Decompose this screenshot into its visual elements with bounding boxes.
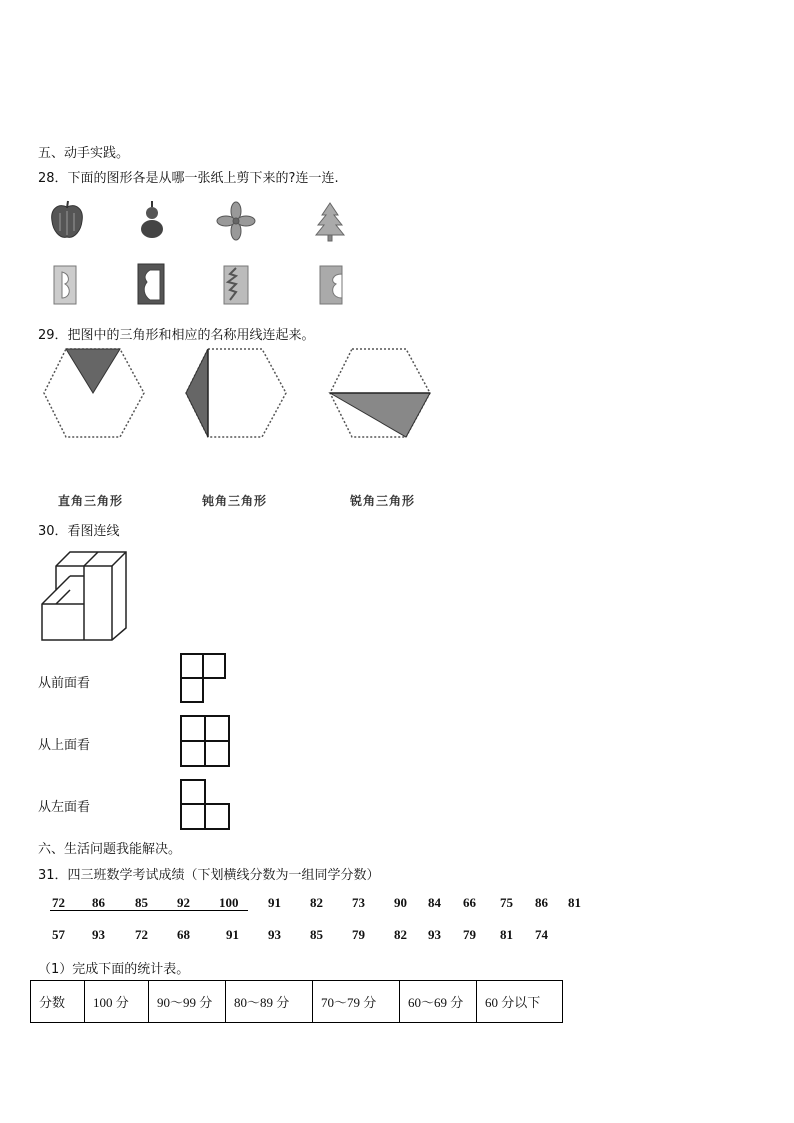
cube-stack-figure	[38, 548, 130, 644]
score: 93	[268, 927, 281, 942]
view-label-front: 从前面看	[38, 676, 91, 691]
paper-sheet-c-icon	[224, 266, 248, 304]
flower-shape-icon	[217, 202, 255, 240]
table-header-cell: 90～99 分	[149, 981, 226, 1023]
score: 85	[310, 927, 323, 942]
view-label-top: 从上面看	[38, 738, 91, 753]
triangle-name-acute: 锐角三角形	[350, 494, 416, 508]
hexagons-figure	[40, 345, 440, 445]
score: 82	[310, 895, 323, 910]
paper-sheet-a-icon	[54, 266, 76, 304]
section5-title: 五、动手实践。	[38, 146, 130, 161]
question-31: 31．四三班数学考试成绩（下划横线分数为一组同学分数）	[38, 868, 380, 883]
hexagon-2	[186, 349, 286, 437]
top-view-figure	[179, 714, 231, 768]
table-header-cell: 100 分	[85, 981, 149, 1023]
score: 86	[92, 895, 105, 910]
score: 85	[135, 895, 148, 910]
paper-sheets-row	[40, 260, 360, 310]
score: 81	[568, 895, 581, 910]
left-view-figure	[179, 778, 231, 832]
score: 74	[535, 927, 548, 942]
score: 73	[352, 895, 365, 910]
score: 86	[535, 895, 548, 910]
score: 81	[500, 927, 513, 942]
score: 66	[463, 895, 476, 910]
statistics-table	[30, 980, 563, 1023]
score: 92	[177, 895, 190, 910]
score: 84	[428, 895, 441, 910]
score: 75	[500, 895, 513, 910]
score: 100	[219, 895, 239, 910]
table-header-cell: 60～69 分	[400, 981, 477, 1023]
score: 79	[463, 927, 476, 942]
cutout-shapes-row	[40, 197, 360, 245]
hexagon-3	[330, 349, 430, 437]
question-29: 29．把图中的三角形和相应的名称用线连起来。	[38, 328, 315, 343]
score-group-underline	[50, 910, 248, 911]
paper-sheet-b-icon	[138, 264, 164, 304]
score: 79	[352, 927, 365, 942]
table-header-cell: 60 分以下	[477, 981, 563, 1023]
section6-title: 六、生活问题我能解决。	[38, 842, 182, 857]
table-header-cell: 80～89 分	[226, 981, 313, 1023]
apple-shape-icon	[52, 201, 83, 237]
question-30: 30．看图连线	[38, 524, 120, 539]
table-header-cell: 分数	[31, 981, 85, 1023]
sub-question-1: （1）完成下面的统计表。	[38, 962, 190, 977]
score: 91	[268, 895, 281, 910]
score: 72	[135, 927, 148, 942]
table-header-cell: 70～79 分	[313, 981, 400, 1023]
triangle-name-obtuse: 钝角三角形	[202, 494, 268, 508]
score: 93	[92, 927, 105, 942]
question-28: 28．下面的图形各是从哪一张纸上剪下来的?连一连.	[38, 171, 339, 186]
view-label-left: 从左面看	[38, 800, 91, 815]
score: 68	[177, 927, 190, 942]
score: 90	[394, 895, 407, 910]
paper-sheet-d-icon	[320, 266, 342, 304]
score: 91	[226, 927, 239, 942]
table-row	[31, 981, 563, 1023]
tree-shape-icon	[316, 203, 344, 241]
gourd-shape-icon	[141, 201, 163, 238]
front-view-figure	[179, 652, 229, 706]
triangle-name-right: 直角三角形	[58, 494, 124, 508]
score: 57	[52, 927, 65, 942]
score: 72	[52, 895, 65, 910]
score: 93	[428, 927, 441, 942]
hexagon-1	[44, 349, 144, 437]
score: 82	[394, 927, 407, 942]
